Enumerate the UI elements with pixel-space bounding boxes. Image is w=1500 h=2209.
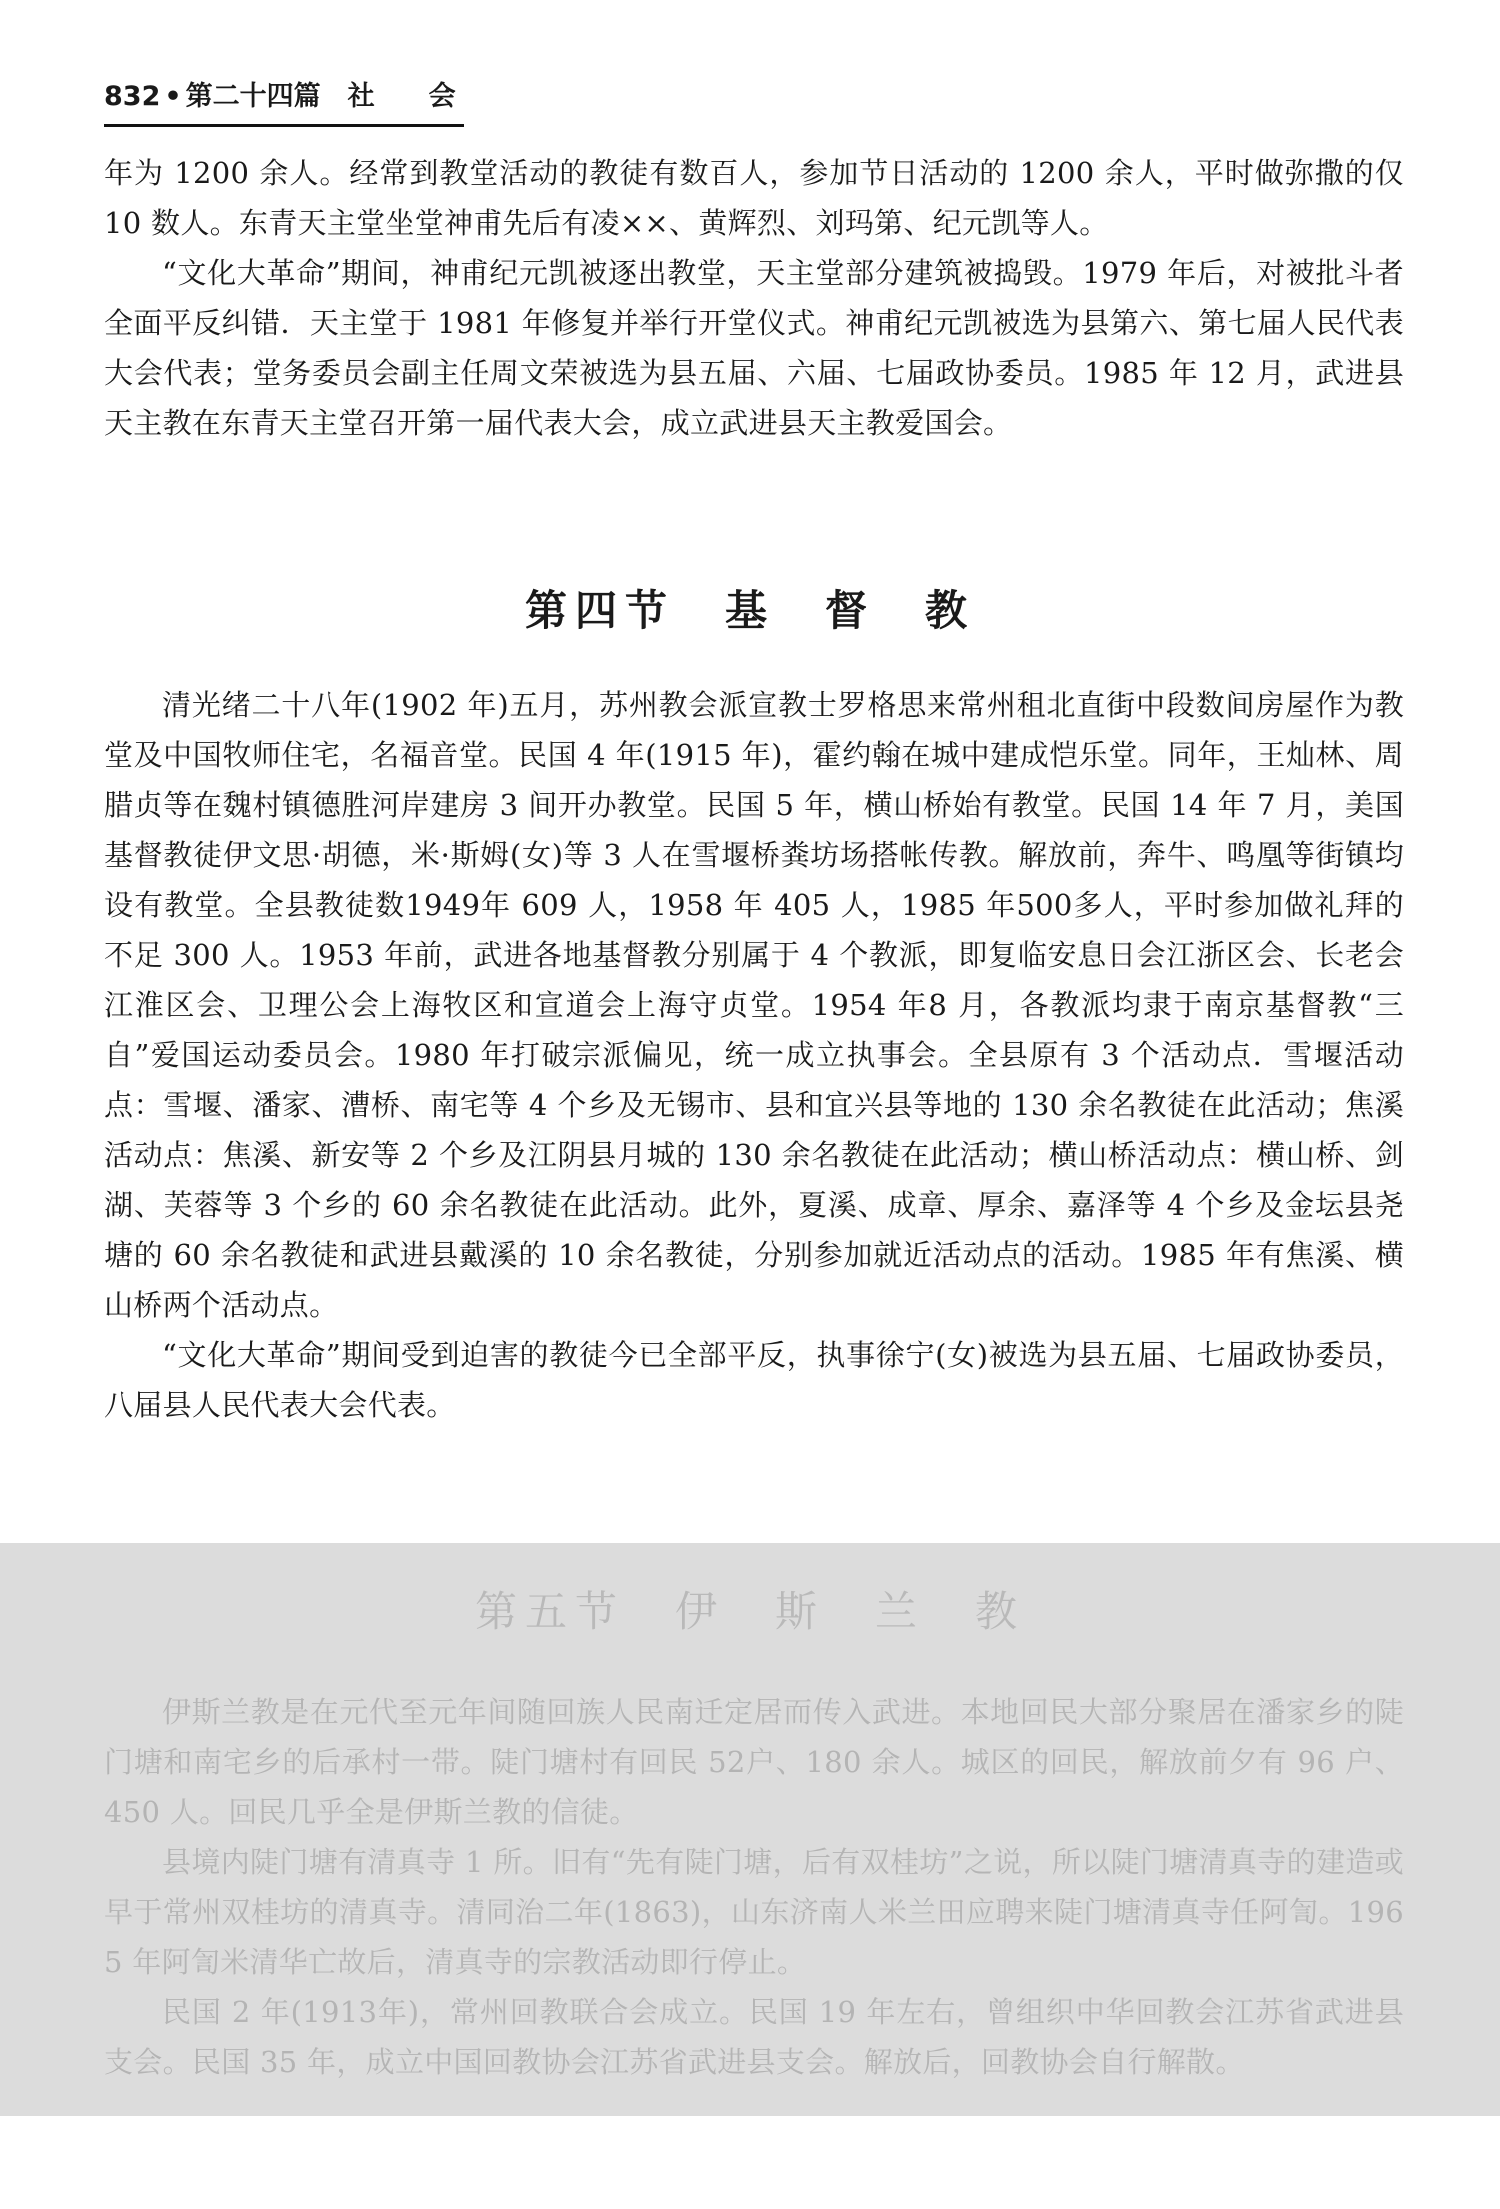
page-number: 832 bbox=[104, 81, 161, 112]
faded-section-band bbox=[0, 1543, 1500, 2116]
part-title: 第二十四篇 社 会 bbox=[185, 81, 456, 112]
christianity-text-block bbox=[104, 680, 1404, 1430]
section-title-islam: 第五节 伊 斯 兰 教 bbox=[474, 1587, 1025, 1636]
paragraph: 清光绪二十八年(1902 年)五月，苏州教会派宣教士罗格思来常州租北直街中段数间房屋作为教堂及中国牧师住宅，名福音堂。民国 4 年(1915 年)，霍约翰在城中建成恺乐堂。同年，王灿林、周腊贞等在魏村镇德胜河岸建房 3 间开办教堂。民国 5 年，横山桥始有教堂。民国 14 年 7 月，美国基督教徒伊文思·胡德，米·斯姆(女)等 3 人在雪堰桥粪坊场搭帐传教。解放前，奔牛、鸣凰等街镇均设有教堂。全县教徒数1949年 609 人，1958 年 405 人，1985 年500多人，平时参加做礼拜的不足 300 人。1953 年前，武进各地基督教分别属于 4 个教派，即复临安息日会江浙区会、长老会江淮区会、卫理公会上海牧区和宣道会上海守贞堂。1954 年8 月，各教派均隶于南京基督教“三自”爱国运动委员会。1980 年打破宗派偏见，统一成立执事会。全县原有 3 个活动点．雪堰活动点：雪堰、潘家、漕桥、南宅等 4 个乡及无锡市、县和宜兴县等地的 130 余名教徒在此活动；焦溪活动点：焦溪、新安等 2 个乡及江阴县月城的 130 余名教徒在此活动；横山桥活动点：横山桥、剑湖、芙蓉等 3 个乡的 60 余名教徒在此活动。此外，夏溪、成章、厚余、嘉泽等 4 个乡及金坛县尧塘的 60 余名教徒和武进县戴溪的 10 余名教徒，分别参加就近活动点的活动。1985 年有焦溪、横山桥两个活动点。 bbox=[104, 688, 1404, 1322]
top-text-block bbox=[104, 148, 1404, 448]
islam-text-block bbox=[104, 1687, 1404, 2087]
paragraph-continued: 年为 1200 余人。经常到教堂活动的教徒有数百人，参加节日活动的 1200 余人，平时做弥撒的仅 10 数人。东青天主堂坐堂神甫先后有凌××、黄辉烈、刘玛第、纪元凯等人。 bbox=[104, 156, 1404, 240]
section-title-christianity: 第四节 基 督 教 bbox=[524, 586, 975, 635]
paragraph: 县境内陡门塘有清真寺 1 所。旧有“先有陡门塘，后有双桂坊”之说，所以陡门塘清真寺的建造或早于常州双桂坊的清真寺。清同治二年(1863)，山东济南人米兰田应聘来陡门塘清真寺任阿訇。1965 年阿訇米清华亡故后，清真寺的宗教活动即行停止。 bbox=[104, 1845, 1404, 1979]
paragraph: 民国 2 年(1913年)，常州回教联合会成立。民国 19 年左右，曾组织中华回教会江苏省武进县支会。民国 35 年，成立中国回教协会江苏省武进县支会。解放后，回教协会自行解散。 bbox=[104, 1995, 1404, 2079]
paragraph: “文化大革命”期间受到迫害的教徒今已全部平反，执事徐宁(女)被选为县五届、七届政协委员，八届县人民代表大会代表。 bbox=[104, 1338, 1404, 1422]
paragraph: “文化大革命”期间，神甫纪元凯被逐出教堂，天主堂部分建筑被捣毁。1979 年后，对被批斗者全面平反纠错．天主堂于 1981 年修复并举行开堂仪式。神甫纪元凯被选为县第六、第七届人民代表大会代表；堂务委员会副主任周文荣被选为县五届、六届、七届政协委员。1985 年 12 月，武进县天主教在东青天主堂召开第一届代表大会，成立武进县天主教爱国会。 bbox=[104, 256, 1404, 440]
header-separator: • bbox=[164, 81, 182, 112]
page-header bbox=[104, 78, 464, 127]
paragraph: 伊斯兰教是在元代至元年间随回族人民南迁定居而传入武进。本地回民大部分聚居在潘家乡的陡门塘和南宅乡的后承村一带。陡门塘村有回民 52户、180 余人。城区的回民，解放前夕有 96 户、450 人。回民几乎全是伊斯兰教的信徒。 bbox=[104, 1695, 1404, 1829]
